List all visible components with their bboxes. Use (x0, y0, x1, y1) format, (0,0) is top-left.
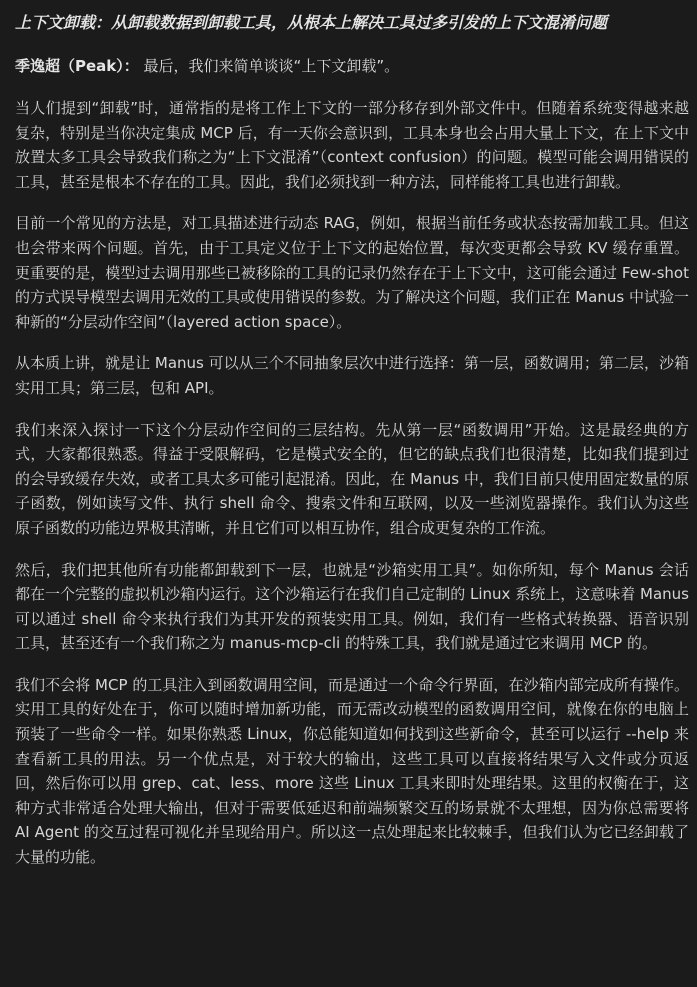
paragraph-offload-tools: 当人们提到“卸载”时，通常指的是将工作上下文的一部分移存到外部文件中。但随着系统变得越来越复杂，特别是当你决定集成 MCP 后，有一天你会意识到，工具本身也会占用大量上下文，在上下文中放置太多工具会导致我们称之为“上下文混淆”（context confusion）的问题。模型可能会调用错误的工具，甚至是根本不存在的工具。因此，我们必须找到一种方法，同样能将工具也进行卸载。 (15, 99, 689, 191)
article (15, 10, 689, 887)
speaker-name: 季逸超（Peak）： (15, 57, 139, 75)
section-title: 上下文卸载：从卸载数据到卸载工具，从根本上解决工具过多引发的上下文混淆问题 (15, 13, 608, 32)
speaker-intro-text: 最后，我们来简单谈谈“上下文卸载”。 (143, 57, 400, 75)
paragraph-function-calling: 我们来深入探讨一下这个分层动作空间的三层结构。先从第一层“函数调用”开始。这是最经典的方式，大家都很熟悉。得益于受限解码，它是模式安全的，但它的缺点我们也很清楚，比如我们提到过的会导致缓存失效，或者工具太多可能引起混淆。因此，在 Manus 中，我们目前只使用固定数量的原子函数，例如读写文件、执行 shell 命令、搜索文件和互联网，以及一些浏览器操作。我们认为这些原子函数的功能边界极其清晰，并且它们可以相互协作，组合成更复杂的工作流。 (15, 420, 689, 537)
paragraph-three-layers: 从本质上讲，就是让 Manus 可以从三个不同抽象层次中进行选择：第一层，函数调用；第二层，沙箱实用工具；第三层，包和 API。 (15, 354, 689, 397)
paragraph-dynamic-rag: 目前一个常见的方法是，对工具描述进行动态 RAG，例如，根据当前任务或状态按需加载工具。但这也会带来两个问题。首先，由于工具定义位于上下文的起始位置，每次变更都会导致 KV 缓存重置。更重要的是，模型过去调用那些已被移除的工具的记录仍然存在于上下文中，这可能会通过 Few-shot 的方式误导模型去调用无效的工具或使用错误的参数。为了解决这个问题，我们正在 Manus 中试验一种新的“分层动作空间”（layered action space）。 (15, 214, 689, 331)
speaker-intro (15, 54, 689, 79)
paragraph-sandbox-utilities: 然后，我们把其他所有功能都卸载到下一层，也就是“沙箱实用工具”。如你所知，每个 Manus 会话都在一个完整的虚拟机沙箱内运行。这个沙箱运行在我们自己定制的 Linux 系统上，这意味着 Manus 可以通过 shell 命令来执行我们为其开发的预装实用工具。例如，我们有一些格式转换器、语音识别工具，甚至还有一个我们称之为 manus-mcp-cli 的特殊工具，我们就是通过它来调用 MCP 的。 (15, 560, 689, 653)
paragraph-mcp-cli: 我们不会将 MCP 的工具注入到函数调用空间，而是通过一个命令行界面，在沙箱内部完成所有操作。实用工具的好处在于，你可以随时增加新功能，而无需改动模型的函数调用空间，就像在你的电脑上预装了一些命令一样。如果你熟悉 Linux，你总能知道如何找到这些新命令，甚至可以运行 --help 来查看新工具的用法。另一个优点是，对于较大的输出，这些工具可以直接将结果写入文件或分页返回，然后你可以用 grep、cat、less、more 这些 Linux 工具来即时处理结果。这里的权衡在于，这种方式非常适合处理大输出，但对于需要低延迟和前端频繁交互的场景就不太理想，因为你总需要将 AI Agent 的交互过程可视化并呈现给用户。所以这一点处理起来比较棘手，但我们认为它已经卸载了大量的功能。 (15, 675, 689, 867)
